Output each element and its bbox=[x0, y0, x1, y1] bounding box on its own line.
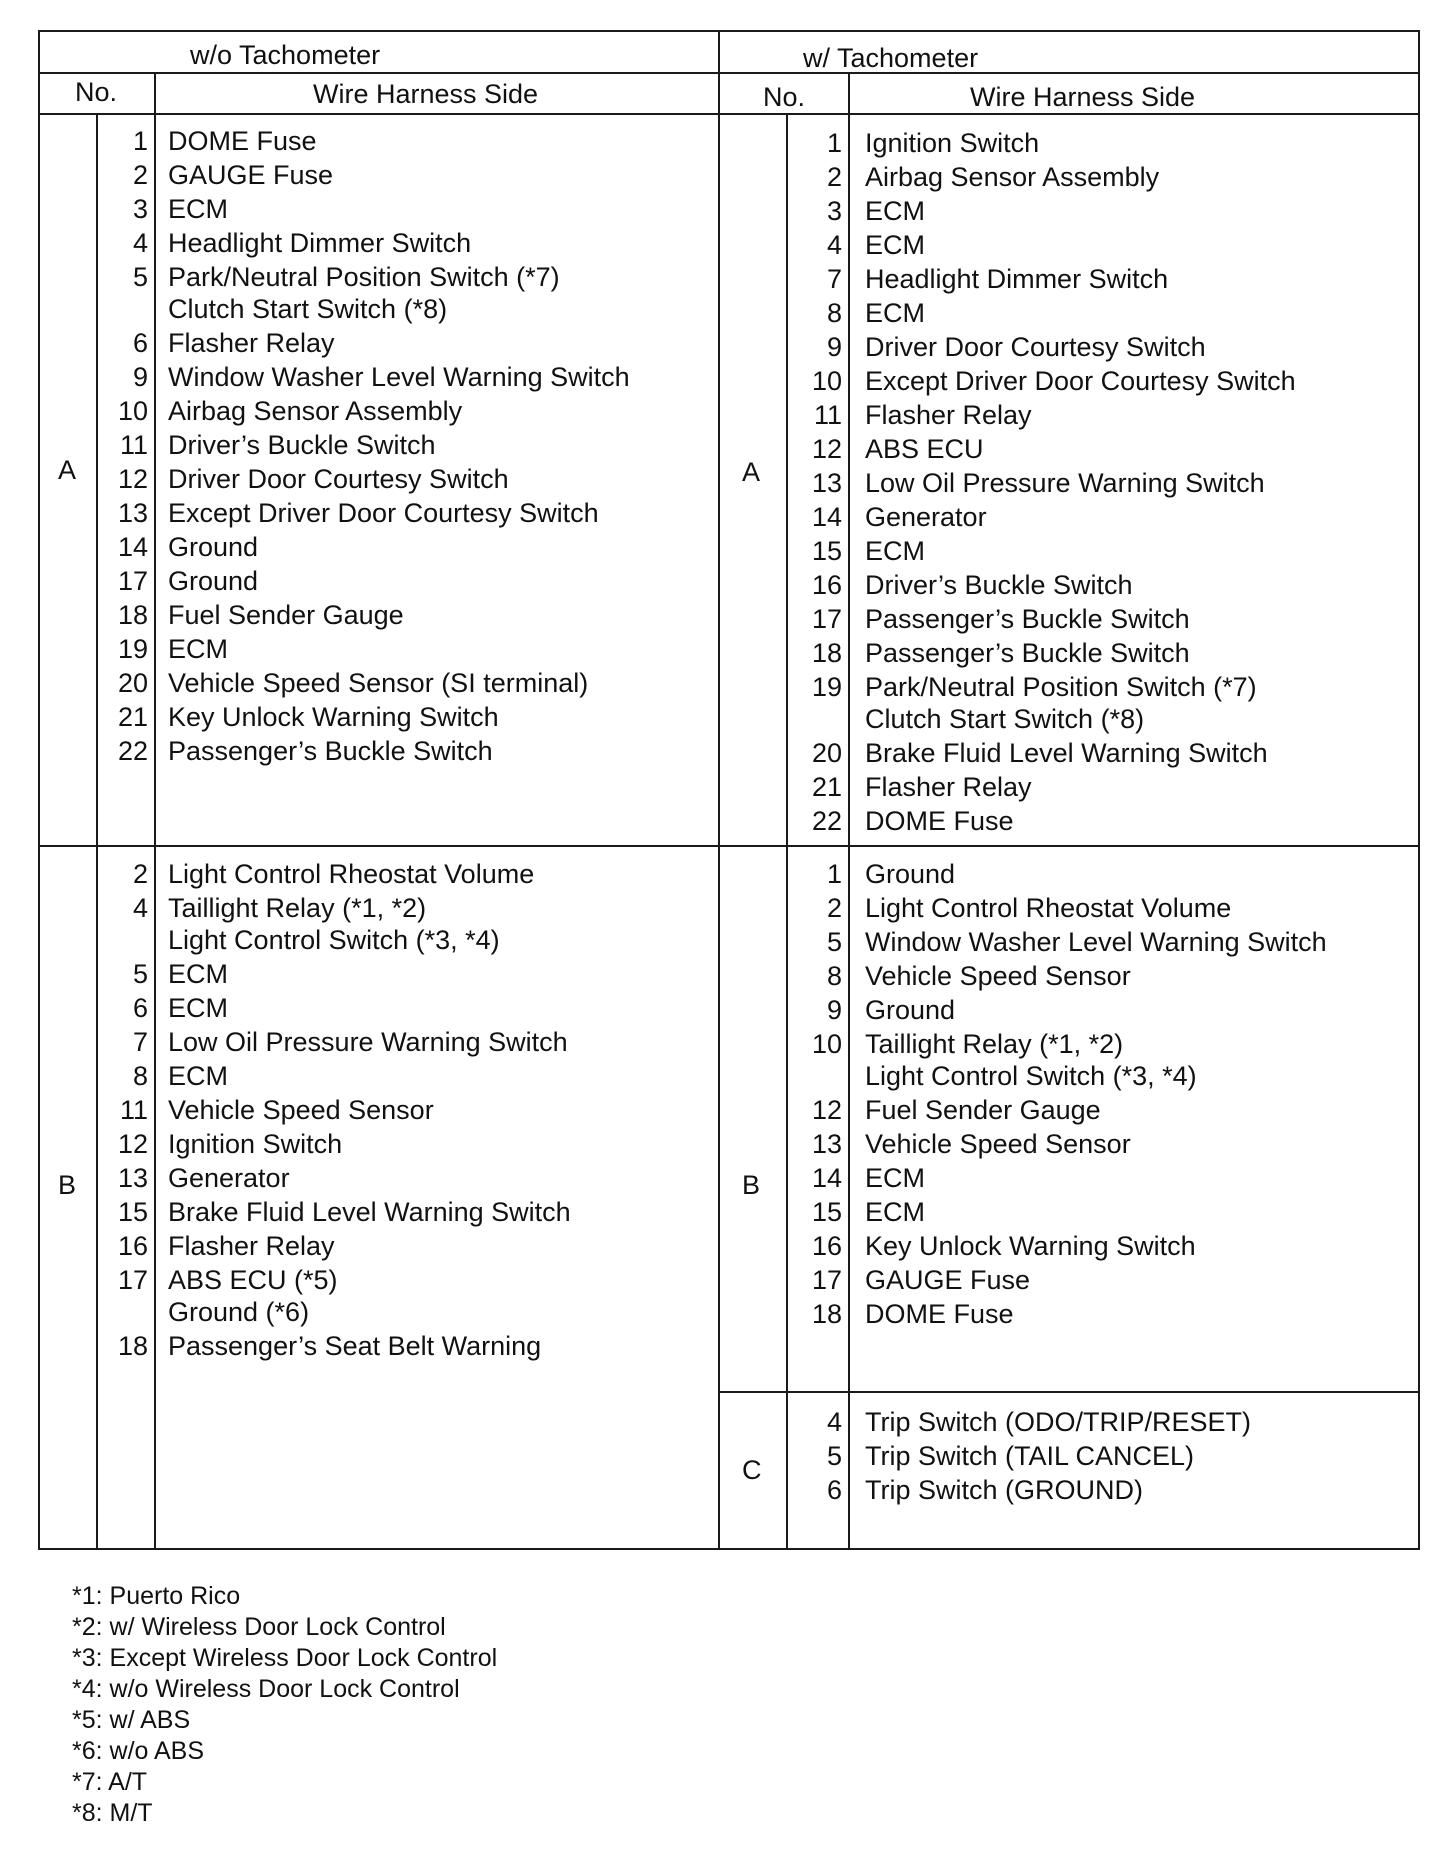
footnote: *8: M/T bbox=[72, 1799, 153, 1827]
terminal-number: 2 bbox=[826, 893, 842, 923]
wire-harness-side: ECM bbox=[865, 1197, 925, 1227]
terminal-number: 8 bbox=[826, 961, 842, 991]
wire-harness-side: Headlight Dimmer Switch bbox=[168, 228, 472, 258]
wire-harness-side: Window Washer Level Warning Switch bbox=[865, 927, 1327, 957]
wire-harness-side: DOME Fuse bbox=[168, 126, 317, 156]
terminal-number: 13 bbox=[117, 498, 148, 528]
terminal-number: 6 bbox=[826, 1475, 842, 1505]
footnotes bbox=[72, 1581, 497, 1829]
wire-harness-side: Vehicle Speed Sensor bbox=[865, 961, 1131, 991]
left-col-no-header: No. bbox=[75, 77, 118, 107]
terminal-number: 18 bbox=[811, 1299, 842, 1329]
footnote: *7: A/T bbox=[72, 1768, 148, 1796]
terminal-number: 15 bbox=[811, 536, 842, 566]
terminal-number: 4 bbox=[826, 230, 842, 260]
terminal-number: 8 bbox=[826, 298, 842, 328]
terminal-number: 5 bbox=[826, 1441, 842, 1471]
terminal-number: 12 bbox=[811, 434, 842, 464]
wire-harness-side: Light Control Switch (*3, *4) bbox=[865, 1061, 1197, 1091]
wire-harness-side: Trip Switch (TAIL CANCEL) bbox=[865, 1441, 1195, 1471]
wire-harness-side: Airbag Sensor Assembly bbox=[168, 396, 463, 426]
terminal-number: 22 bbox=[117, 736, 148, 766]
terminal-number: 11 bbox=[813, 400, 842, 430]
wire-harness-side: Clutch Start Switch (*8) bbox=[865, 704, 1145, 734]
wire-harness-side: ECM bbox=[865, 230, 925, 260]
wire-harness-side: Light Control Rheostat Volume bbox=[865, 893, 1232, 923]
terminal-number: 18 bbox=[117, 600, 148, 630]
terminal-number: 9 bbox=[132, 362, 148, 392]
wire-harness-side: Passenger’s Buckle Switch bbox=[865, 638, 1190, 668]
wire-harness-side: ECM bbox=[168, 959, 228, 989]
terminal-number: 10 bbox=[811, 366, 842, 396]
terminal-number: 17 bbox=[117, 566, 148, 596]
terminal-number: 14 bbox=[811, 502, 842, 532]
terminal-number: 12 bbox=[117, 1129, 148, 1159]
wire-harness-side: Ignition Switch bbox=[865, 128, 1040, 158]
wire-harness-side: Low Oil Pressure Warning Switch bbox=[865, 468, 1265, 498]
terminal-number: 16 bbox=[811, 1231, 842, 1261]
wire-harness-side: Key Unlock Warning Switch bbox=[168, 702, 499, 732]
wire-harness-side: GAUGE Fuse bbox=[168, 160, 334, 190]
terminal-number: 3 bbox=[132, 194, 148, 224]
wire-harness-side: Flasher Relay bbox=[865, 400, 1032, 430]
wire-harness-side: Vehicle Speed Sensor bbox=[865, 1129, 1131, 1159]
terminal-number: 19 bbox=[117, 634, 148, 664]
wire-harness-side: Airbag Sensor Assembly bbox=[865, 162, 1160, 192]
wire-harness-side: Passenger’s Buckle Switch bbox=[168, 736, 493, 766]
wire-harness-side: ECM bbox=[168, 993, 228, 1023]
terminal-number: 8 bbox=[132, 1061, 148, 1091]
terminal-number: 2 bbox=[826, 162, 842, 192]
terminal-number: 9 bbox=[826, 995, 842, 1025]
terminal-number: 15 bbox=[117, 1197, 148, 1227]
wire-harness-side: Driver Door Courtesy Switch bbox=[865, 332, 1206, 362]
terminal-number: 14 bbox=[811, 1163, 842, 1193]
wire-harness-side: Driver Door Courtesy Switch bbox=[168, 464, 509, 494]
terminal-number: 20 bbox=[117, 668, 148, 698]
terminal-number: 20 bbox=[811, 738, 842, 768]
wire-harness-side: Ground bbox=[865, 995, 956, 1025]
terminal-number: 12 bbox=[811, 1095, 842, 1125]
wire-harness-side: Fuel Sender Gauge bbox=[865, 1095, 1101, 1125]
terminal-number: 11 bbox=[119, 430, 148, 460]
terminal-number: 1 bbox=[132, 126, 148, 156]
wire-harness-side: DOME Fuse bbox=[865, 806, 1014, 836]
terminal-number: 18 bbox=[117, 1331, 148, 1361]
wire-harness-side: Driver’s Buckle Switch bbox=[865, 570, 1133, 600]
terminal-number: 13 bbox=[117, 1163, 148, 1193]
wire-harness-side: ECM bbox=[865, 196, 925, 226]
wire-harness-side: Light Control Switch (*3, *4) bbox=[168, 925, 500, 955]
wire-harness-side: Trip Switch (GROUND) bbox=[865, 1475, 1144, 1505]
wire-harness-side: Ground bbox=[168, 532, 259, 562]
terminal-number: 6 bbox=[132, 328, 148, 358]
terminal-number: 1 bbox=[826, 128, 842, 158]
terminal-number: 11 bbox=[119, 1095, 148, 1125]
terminal-number: 17 bbox=[811, 604, 842, 634]
wire-harness-side: GAUGE Fuse bbox=[865, 1265, 1031, 1295]
terminal-number: 4 bbox=[826, 1407, 842, 1437]
terminal-number: 10 bbox=[117, 396, 148, 426]
footnote: *5: w/ ABS bbox=[72, 1706, 191, 1734]
wire-harness-side: Trip Switch (ODO/TRIP/RESET) bbox=[865, 1407, 1252, 1437]
terminal-number: 17 bbox=[117, 1265, 148, 1295]
terminal-number: 7 bbox=[132, 1027, 148, 1057]
terminal-number: 3 bbox=[826, 196, 842, 226]
wire-harness-side: Park/Neutral Position Switch (*7) bbox=[168, 262, 560, 292]
terminal-number: 14 bbox=[117, 532, 148, 562]
wire-harness-side: Taillight Relay (*1, *2) bbox=[865, 1029, 1124, 1059]
wire-harness-side: Brake Fluid Level Warning Switch bbox=[168, 1197, 571, 1227]
wire-harness-side: Vehicle Speed Sensor bbox=[168, 1095, 434, 1125]
terminal-number: 13 bbox=[811, 1129, 842, 1159]
terminal-number: 5 bbox=[132, 262, 148, 292]
wire-harness-side: ECM bbox=[865, 536, 925, 566]
wire-harness-side: Except Driver Door Courtesy Switch bbox=[865, 366, 1296, 396]
right-table-title: w/ Tachometer bbox=[803, 43, 979, 73]
terminal-number: 22 bbox=[811, 806, 842, 836]
wire-harness-side: Window Washer Level Warning Switch bbox=[168, 362, 630, 392]
right-col-side-header: Wire Harness Side bbox=[970, 82, 1196, 112]
wire-harness-side: Headlight Dimmer Switch bbox=[865, 264, 1169, 294]
terminal-number: 18 bbox=[811, 638, 842, 668]
wire-harness-side: Driver’s Buckle Switch bbox=[168, 430, 436, 460]
wire-harness-side: Flasher Relay bbox=[865, 772, 1032, 802]
wire-harness-side: Taillight Relay (*1, *2) bbox=[168, 893, 427, 923]
wire-harness-side: Brake Fluid Level Warning Switch bbox=[865, 738, 1268, 768]
terminal-number: 4 bbox=[132, 228, 148, 258]
wire-harness-side: Light Control Rheostat Volume bbox=[168, 859, 535, 889]
terminal-number: 15 bbox=[811, 1197, 842, 1227]
wire-harness-side: Flasher Relay bbox=[168, 328, 335, 358]
left-table-title: w/o Tachometer bbox=[190, 40, 381, 70]
wire-harness-side: ABS ECU (*5) bbox=[168, 1265, 338, 1295]
terminal-number: 6 bbox=[132, 993, 148, 1023]
footnote: *1: Puerto Rico bbox=[72, 1582, 241, 1610]
terminal-number: 16 bbox=[117, 1231, 148, 1261]
connector-label: B bbox=[742, 1170, 761, 1200]
terminal-number: 21 bbox=[811, 772, 842, 802]
terminal-number: 1 bbox=[826, 859, 842, 889]
right-col-no-header: No. bbox=[763, 82, 806, 112]
terminal-number: 12 bbox=[117, 464, 148, 494]
connector-label: A bbox=[58, 455, 77, 485]
terminal-number: 13 bbox=[811, 468, 842, 498]
terminal-number: 5 bbox=[132, 959, 148, 989]
wire-harness-side: DOME Fuse bbox=[865, 1299, 1014, 1329]
wire-harness-side: Generator bbox=[865, 502, 987, 532]
wire-harness-side: Passenger’s Seat Belt Warning bbox=[168, 1331, 542, 1361]
left-col-side-header: Wire Harness Side bbox=[313, 79, 539, 109]
terminal-number: 4 bbox=[132, 893, 148, 923]
terminal-number: 7 bbox=[826, 264, 842, 294]
wire-harness-side: Ground bbox=[168, 566, 259, 596]
wire-harness-side: ECM bbox=[865, 298, 925, 328]
wire-harness-side: ECM bbox=[168, 634, 228, 664]
wire-harness-side: Generator bbox=[168, 1163, 290, 1193]
wire-harness-side: Passenger’s Buckle Switch bbox=[865, 604, 1190, 634]
wire-harness-side: ECM bbox=[168, 194, 228, 224]
wire-harness-side: Clutch Start Switch (*8) bbox=[168, 294, 448, 324]
terminal-number: 9 bbox=[826, 332, 842, 362]
terminal-number: 5 bbox=[826, 927, 842, 957]
terminal-number: 10 bbox=[811, 1029, 842, 1059]
wire-harness-side: Ground bbox=[865, 859, 956, 889]
terminal-number: 21 bbox=[117, 702, 148, 732]
wire-harness-side: ECM bbox=[168, 1061, 228, 1091]
wire-harness-side: Except Driver Door Courtesy Switch bbox=[168, 498, 599, 528]
terminal-number: 17 bbox=[811, 1265, 842, 1295]
terminal-number: 2 bbox=[132, 160, 148, 190]
connector-label: B bbox=[58, 1170, 77, 1200]
wire-harness-side: Fuel Sender Gauge bbox=[168, 600, 404, 630]
wire-harness-side: Low Oil Pressure Warning Switch bbox=[168, 1027, 568, 1057]
wire-harness-side: ECM bbox=[865, 1163, 925, 1193]
wire-harness-side: ABS ECU bbox=[865, 434, 984, 464]
wire-harness-side: Flasher Relay bbox=[168, 1231, 335, 1261]
terminal-number: 16 bbox=[811, 570, 842, 600]
footnote: *2: w/ Wireless Door Lock Control bbox=[72, 1613, 446, 1641]
terminal-number: 2 bbox=[132, 859, 148, 889]
wire-harness-side: Ignition Switch bbox=[168, 1129, 343, 1159]
wire-harness-side: Ground (*6) bbox=[168, 1297, 310, 1327]
terminal-number: 19 bbox=[811, 672, 842, 702]
wire-harness-side: Key Unlock Warning Switch bbox=[865, 1231, 1196, 1261]
connector-label: C bbox=[742, 1455, 762, 1485]
wire-harness-side: Park/Neutral Position Switch (*7) bbox=[865, 672, 1257, 702]
connector-label: A bbox=[742, 457, 761, 487]
footnote: *3: Except Wireless Door Lock Control bbox=[72, 1644, 498, 1672]
footnote: *6: w/o ABS bbox=[72, 1737, 205, 1765]
footnote: *4: w/o Wireless Door Lock Control bbox=[72, 1675, 460, 1703]
wire-harness-side: Vehicle Speed Sensor (SI terminal) bbox=[168, 668, 589, 698]
